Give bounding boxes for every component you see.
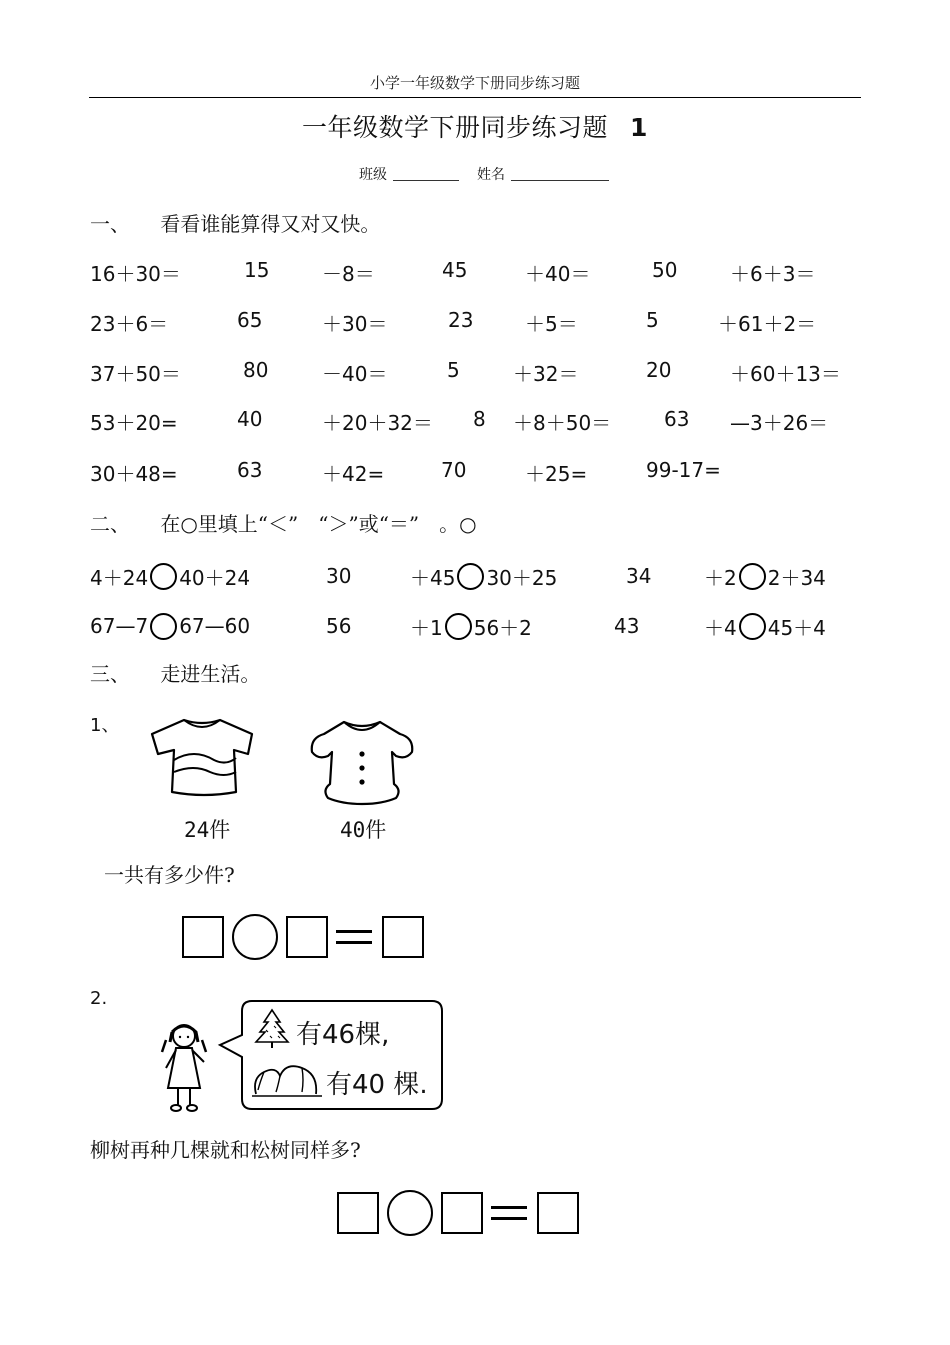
shirt-count: 24件 xyxy=(184,818,231,842)
answer-box[interactable] xyxy=(337,1192,379,1234)
answer-box[interactable] xyxy=(537,1192,579,1234)
name-blank[interactable] xyxy=(511,166,609,181)
answer-circle[interactable] xyxy=(457,563,484,590)
section3-title: 走进生活。 xyxy=(160,662,261,686)
section3-heading xyxy=(90,658,260,687)
problem1-equation xyxy=(182,914,424,960)
compare-lead: 30 xyxy=(326,564,352,588)
arith-cell: 70 xyxy=(441,458,467,482)
operator-circle[interactable] xyxy=(232,914,278,960)
arith-cell: 5 xyxy=(447,358,460,382)
name-field xyxy=(477,164,609,184)
willow-tree-icon xyxy=(250,1058,324,1098)
section1-heading xyxy=(90,208,380,237)
arith-cell: 53＋20= xyxy=(90,411,178,435)
compare-item xyxy=(704,562,826,591)
arith-cell: ＋40＝ xyxy=(525,262,591,286)
compare-left: ＋4 xyxy=(704,615,737,640)
compare-lead: 43 xyxy=(614,614,640,638)
compare-right: 45＋4 xyxy=(767,615,826,640)
title-text: 一年级数学下册同步练习题 xyxy=(302,113,609,142)
compare-row xyxy=(0,561,950,591)
arith-cell: ＋60＋13＝ xyxy=(730,362,841,386)
answer-box[interactable] xyxy=(441,1192,483,1234)
arith-cell: 5 xyxy=(646,308,659,332)
arith-cell: ＋6＋3＝ xyxy=(730,262,816,286)
arith-cell: 37＋50＝ xyxy=(90,362,181,386)
compare-lead: 34 xyxy=(626,564,652,588)
compare-row xyxy=(0,611,950,641)
compare-left: ＋2 xyxy=(704,565,737,590)
header-divider xyxy=(89,97,861,98)
compare-left: 67—7 xyxy=(90,614,149,638)
arith-cell: 65 xyxy=(237,308,263,332)
arith-cell: 63 xyxy=(664,407,690,431)
arith-cell: 50 xyxy=(652,258,678,282)
arith-cell: 20 xyxy=(646,358,672,382)
answer-circle[interactable] xyxy=(150,563,177,590)
arith-cell: ＋8＋50＝ xyxy=(513,411,612,435)
section1-title: 看看谁能算得又对又快。 xyxy=(160,212,381,236)
arith-cell: ＋20＋32＝ xyxy=(322,411,433,435)
compare-item xyxy=(90,613,250,640)
answer-box[interactable] xyxy=(286,916,328,958)
compare-item xyxy=(90,562,250,591)
section2-title: 在○里填上“＜” “＞”或“＝” 。○ xyxy=(160,512,477,536)
problem2-equation xyxy=(337,1190,579,1236)
arith-cell: ＋42= xyxy=(322,462,385,486)
operator-circle[interactable] xyxy=(387,1190,433,1236)
arith-cell: —3＋26＝ xyxy=(730,411,829,435)
compare-item xyxy=(410,612,532,641)
title-number: 1 xyxy=(630,113,648,142)
running-header: 小学一年级数学下册同步练习题 xyxy=(369,74,580,92)
arith-cell: 23＋6＝ xyxy=(90,312,169,336)
arith-cell: 8 xyxy=(473,407,486,431)
arith-cell: 80 xyxy=(243,358,269,382)
arith-cell: 23 xyxy=(448,308,474,332)
coat-icon xyxy=(304,712,420,810)
equals-sign xyxy=(336,927,374,947)
answer-box[interactable] xyxy=(182,916,224,958)
pine-count: 有46棵, xyxy=(296,1020,390,1050)
answer-box[interactable] xyxy=(382,916,424,958)
arith-cell: ＋30＝ xyxy=(322,312,388,336)
name-label: 姓名 xyxy=(477,167,505,183)
section1-number: 一、 xyxy=(90,212,130,236)
arith-cell: 45 xyxy=(442,258,468,282)
arith-cell: ＋32＝ xyxy=(513,362,579,386)
compare-item xyxy=(704,612,826,641)
section2-number: 二、 xyxy=(90,512,130,536)
problem2-question: 柳树再种几棵就和松树同样多? xyxy=(90,1138,361,1162)
arith-cell: 30＋48= xyxy=(90,462,178,486)
compare-right: 40＋24 xyxy=(179,565,251,590)
compare-item xyxy=(410,562,557,591)
arith-cell: 16＋30＝ xyxy=(90,262,181,286)
answer-circle[interactable] xyxy=(445,613,472,640)
arith-cell: 63 xyxy=(237,458,263,482)
problem1-number: 1、 xyxy=(90,715,120,736)
compare-right: 2＋34 xyxy=(767,565,826,590)
answer-circle[interactable] xyxy=(150,613,177,640)
arith-cell: 15 xyxy=(244,258,270,282)
section2-heading xyxy=(90,508,477,537)
compare-right: 67—60 xyxy=(179,614,251,638)
compare-left: ＋45 xyxy=(410,565,456,590)
page-title xyxy=(0,108,950,144)
arith-cell: 40 xyxy=(237,407,263,431)
willow-count: 有40 棵. xyxy=(326,1070,428,1100)
answer-circle[interactable] xyxy=(739,613,766,640)
arith-cell: ＋61＋2＝ xyxy=(718,312,817,336)
problem1-question: 一共有多少件? xyxy=(104,863,235,887)
arith-cell: 99-17= xyxy=(646,458,721,482)
coat-count: 40件 xyxy=(340,818,387,842)
problem2-number: 2. xyxy=(90,988,108,1009)
compare-left: 4＋24 xyxy=(90,565,149,590)
class-field xyxy=(359,164,459,184)
compare-lead: 56 xyxy=(326,614,352,638)
answer-circle[interactable] xyxy=(739,563,766,590)
compare-right: 30＋25 xyxy=(486,565,558,590)
compare-right: 56＋2 xyxy=(473,615,532,640)
class-label: 班级 xyxy=(359,167,387,183)
section3-number: 三、 xyxy=(90,662,130,686)
arith-cell: ＋25= xyxy=(525,462,588,486)
equals-sign xyxy=(491,1203,529,1223)
arith-cell: ＋5＝ xyxy=(525,312,578,336)
tshirt-icon xyxy=(144,712,262,802)
girl-icon xyxy=(154,1018,214,1116)
class-blank[interactable] xyxy=(393,166,459,181)
arith-cell: －8＝ xyxy=(322,262,375,286)
pine-tree-icon xyxy=(254,1008,290,1050)
compare-left: ＋1 xyxy=(410,615,443,640)
arith-cell: －40＝ xyxy=(322,362,388,386)
